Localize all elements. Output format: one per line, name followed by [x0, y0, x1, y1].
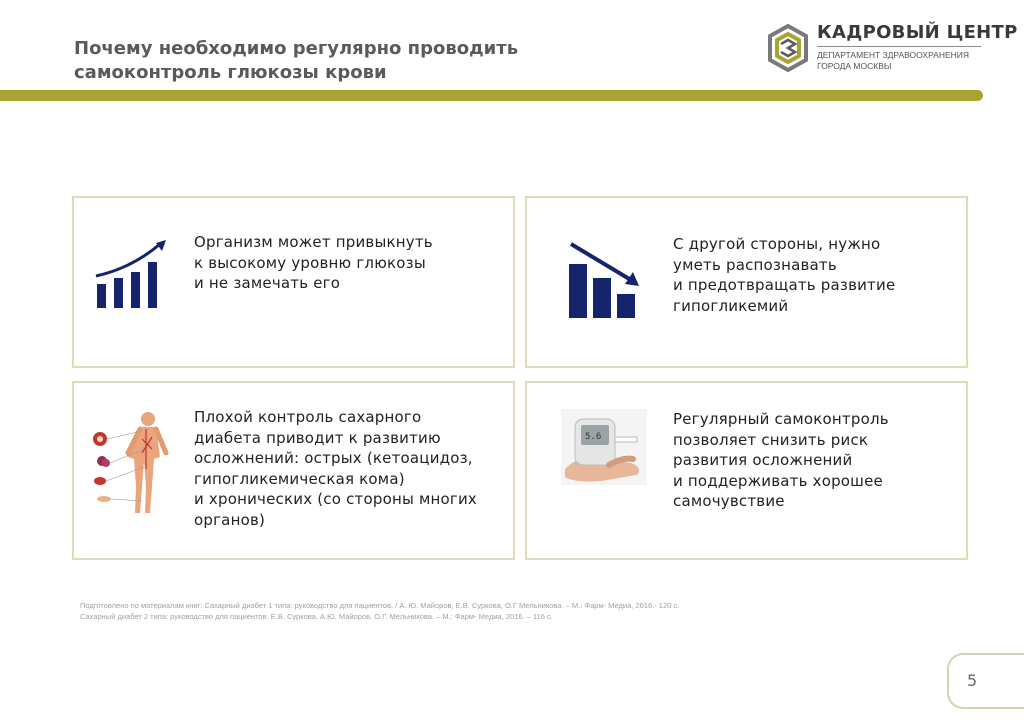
card-text-line: к высокому уровню глюкозы — [194, 253, 426, 272]
logo-subtitle: ГОРОДА МОСКВЫ — [817, 61, 892, 71]
card-text-line: Организм может привыкнуть — [194, 233, 433, 251]
svg-text:5.6: 5.6 — [585, 432, 602, 442]
footnote-line: Сахарный диабет 2 типа: руководство для пациентов. Е.В. Суркова, А.Ю. Майоров, О.Г. Мельникова. – М.: Фарм- Медиа, 2016. – 116 с. — [80, 612, 553, 621]
logo-subtitle: ДЕПАРТАМЕНТ ЗДРАВООХРАНЕНИЯ — [817, 50, 970, 60]
card-text-line: гипогликемий — [673, 296, 789, 315]
footnote-line: Подготовлено по материалам книг: Сахарный диабет 1 типа: руководство для пациентов. / А. Ю. Майоров, Е.В. Суркова, О.Г Мельникова. – М.: Фарм- Медиа, 2016.- 120 с. — [80, 601, 680, 610]
card-text-line: Регулярный самоконтроль — [673, 410, 889, 428]
card-text-line: и предотвращать развитие — [673, 276, 896, 294]
hexagon-logo-icon — [767, 24, 809, 72]
card-text-line: самочувствие — [673, 492, 785, 510]
page-title-line: самоконтроль глюкозы крови — [74, 62, 387, 83]
page-title-line: Почему необходимо регулярно проводить — [74, 38, 519, 59]
page-title — [74, 37, 518, 85]
rising-bar-chart-icon — [94, 238, 170, 310]
info-card-habituation — [72, 196, 515, 368]
info-card-self-control — [525, 381, 968, 560]
header-accent-bar — [0, 90, 983, 101]
card-text-line: гипогликемическая кома) — [194, 469, 405, 488]
falling-bar-chart-icon — [565, 240, 649, 320]
card-text-line: и не замечать его — [194, 274, 341, 292]
card-text-line: и поддерживать хорошее — [673, 471, 883, 490]
card-text-line: позволяет снизить риск — [673, 430, 869, 449]
card-text-line: Плохой контроль сахарного — [194, 408, 422, 426]
card-text-line: развития осложнений — [673, 451, 853, 469]
organization-logo — [767, 20, 1018, 80]
card-text-line: органов) — [194, 510, 266, 529]
logo-name: КАДРОВЫЙ ЦЕНТР — [817, 22, 1018, 43]
info-card-complications — [72, 381, 515, 560]
card-text-line: и хронических (со стороны многих — [194, 490, 477, 508]
page-number: 5 — [967, 671, 978, 690]
info-card-hypoglycemia — [525, 196, 968, 368]
card-text-line: диабета приводит к развитию — [194, 428, 441, 447]
card-text-line: С другой стороны, нужно — [673, 235, 881, 253]
card-text-line: осложнений: острых (кетоацидоз, — [194, 449, 473, 467]
page-number-tab — [947, 653, 1024, 709]
source-footnote — [80, 600, 679, 622]
glucometer-image — [561, 409, 647, 485]
card-text-line: уметь распознавать — [673, 255, 837, 274]
human-anatomy-image — [88, 409, 174, 519]
logo-divider — [817, 46, 981, 47]
